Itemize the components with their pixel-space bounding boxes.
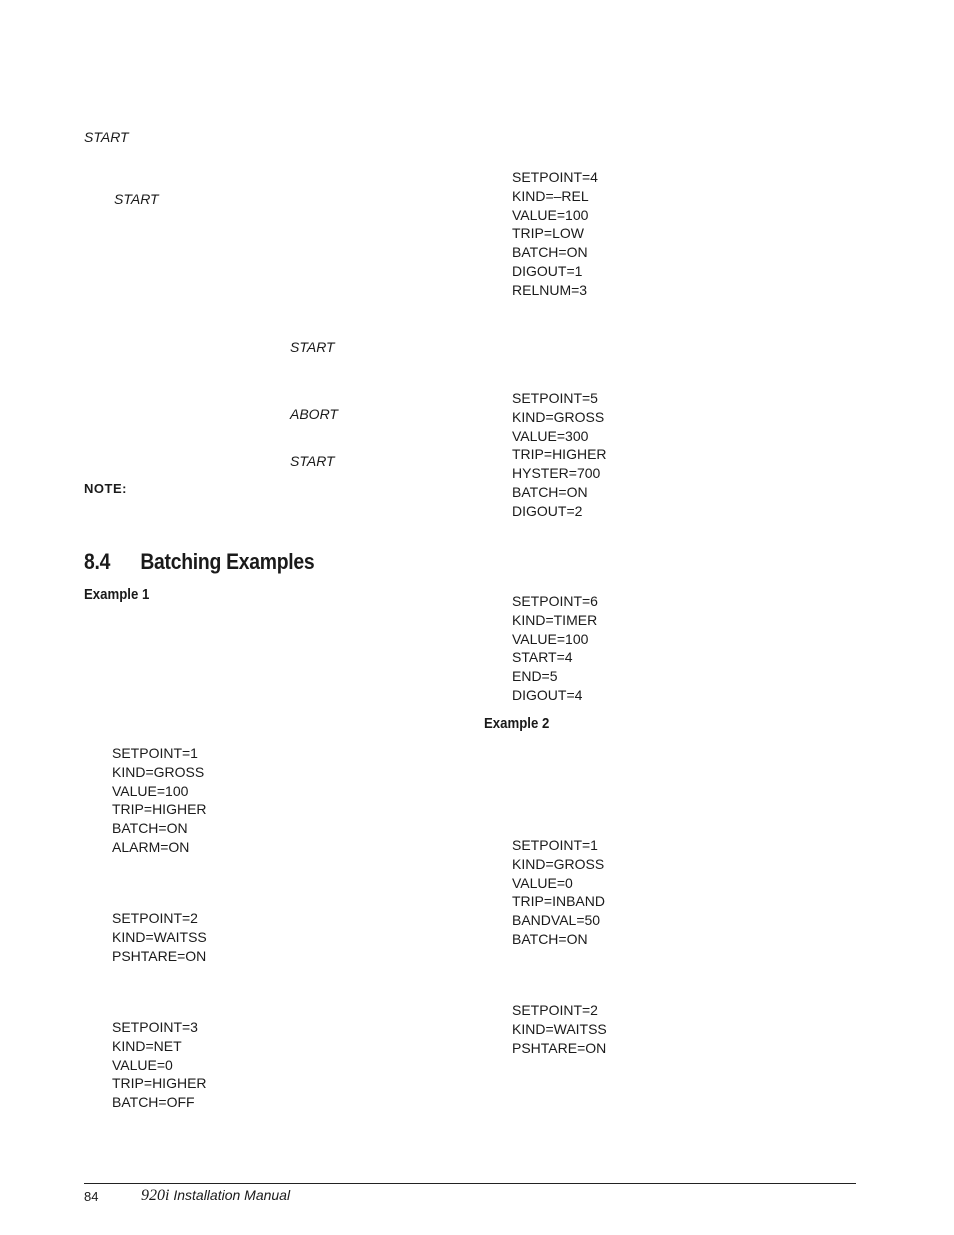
code-line: DIGOUT=2 [512,502,583,519]
code-line: SETPOINT=1 [512,837,598,853]
code-line: SETPOINT=2 [112,910,198,926]
code-line: PSHTARE=ON [512,1039,607,1056]
code-line: KIND=WAITSS [512,1020,607,1037]
product-name: 920i [141,1187,170,1204]
code-line: SETPOINT=5 [512,390,598,406]
code-line: SETPOINT=4 [512,169,598,185]
code-line: TRIP=HIGHER [112,801,207,818]
manual-name: Installation Manual [169,1187,291,1203]
code-line: HYSTER=700 [512,465,601,482]
code-line: TRIP=HIGHER [112,1075,207,1092]
footer-divider [84,1183,856,1184]
code-line: BATCH=ON [512,483,588,500]
example-1-setpoint-1-block [112,744,207,857]
code-line: SETPOINT=6 [512,593,598,609]
code-line: KIND=GROSS [112,763,205,780]
section-number: 8.4 [84,549,111,574]
keyword-start-4: START [290,453,335,469]
code-line: ALARM=ON [112,838,190,855]
code-line: SETPOINT=1 [112,745,198,761]
code-line: BATCH=OFF [112,1094,195,1111]
note-label: NOTE: [84,481,127,496]
setpoint-5-block [512,389,607,521]
code-line: BATCH=ON [512,930,588,947]
code-line: BANDVAL=50 [512,912,601,929]
manual-title [141,1187,290,1205]
code-line: RELNUM=3 [512,281,588,298]
keyword-abort: ABORT [290,406,338,422]
keyword-start-3: START [290,339,335,355]
code-line: END=5 [512,668,558,685]
code-line: BATCH=ON [512,244,588,261]
section-title: Batching Examples [140,549,315,574]
example-2-setpoint-2-block [512,1001,607,1057]
code-line: KIND=TIMER [512,611,598,628]
example-2-setpoint-1-block [512,836,605,949]
code-line: START=4 [512,649,573,666]
code-line: VALUE=100 [512,206,589,223]
page-number: 84 [84,1189,99,1204]
code-line: DIGOUT=4 [512,686,583,703]
setpoint-4-block [512,168,598,300]
code-line: VALUE=100 [512,630,589,647]
example-1-setpoint-2-block [112,909,207,965]
code-line: TRIP=LOW [512,225,584,242]
example-1-heading: Example 1 [84,586,150,603]
code-line: KIND=–REL [512,187,589,204]
code-line: KIND=NET [112,1037,182,1054]
example-2-heading: Example 2 [484,715,550,732]
code-line: VALUE=300 [512,427,589,444]
code-line: TRIP=INBAND [512,893,605,910]
code-line: BATCH=ON [112,820,188,837]
section-heading [84,549,314,575]
code-line: KIND=WAITSS [112,928,207,945]
code-line: VALUE=100 [112,782,189,799]
code-line: VALUE=0 [112,1056,173,1073]
code-line: DIGOUT=1 [512,262,583,279]
code-line: SETPOINT=2 [512,1002,598,1018]
keyword-start-1: START [84,129,129,145]
code-line: SETPOINT=3 [112,1019,198,1035]
example-1-setpoint-3-block [112,1018,207,1112]
code-line: KIND=GROSS [512,855,605,872]
code-line: TRIP=HIGHER [512,446,607,463]
code-line: KIND=GROSS [512,408,605,425]
keyword-start-2: START [114,191,159,207]
code-line: VALUE=0 [512,874,573,891]
code-line: PSHTARE=ON [112,947,207,964]
setpoint-6-block [512,592,598,705]
